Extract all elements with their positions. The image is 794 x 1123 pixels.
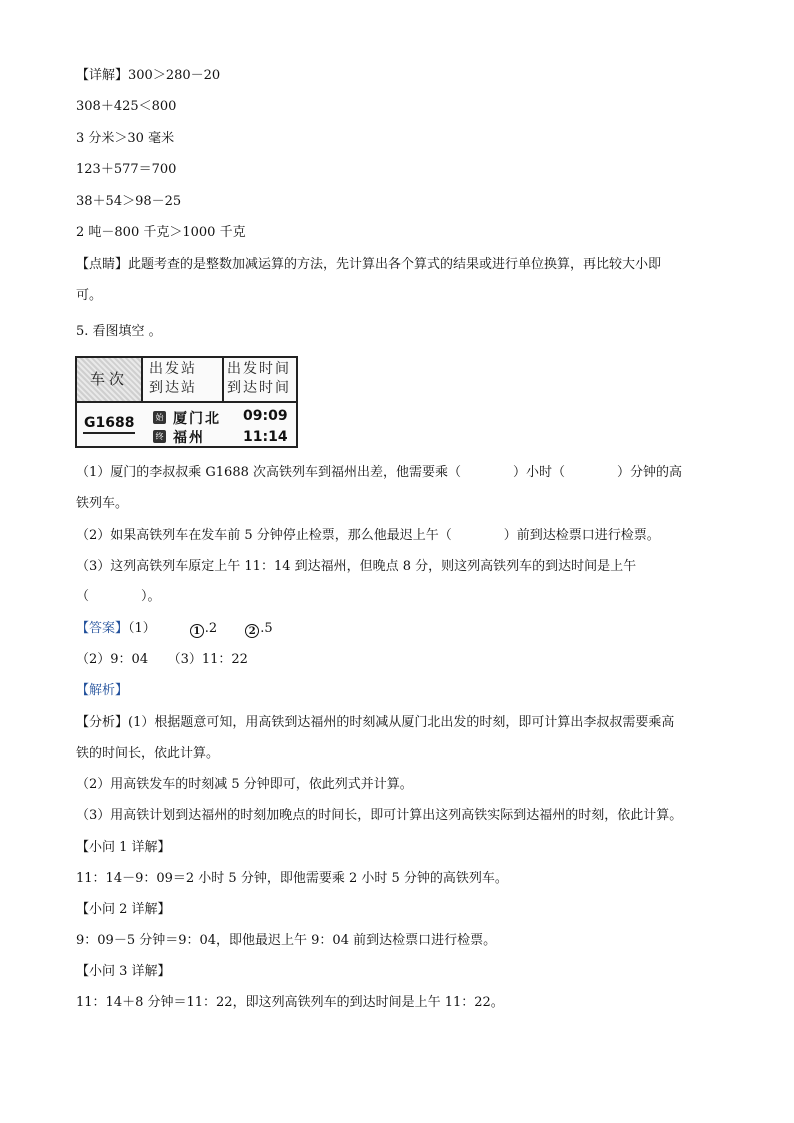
detail-line-1: [76, 68, 220, 84]
analysis-line-1: 【分析】(1）根据题意可知，用高铁到达福州的时刻减从厦门北出发的时刻，即可计算出李叔叔需要乘高: [76, 715, 675, 730]
ticket-depart-time-label: 出发时间: [227, 361, 291, 377]
question-3-line-2: （ ）。: [76, 589, 161, 604]
detail-line-4: 123＋577＝700: [76, 162, 177, 177]
ticket-arrive-station: 福州: [173, 430, 205, 446]
question-title: 5. 看图填空 。: [76, 324, 162, 339]
ticket-arrive-time-label: 到达时间: [227, 380, 291, 396]
sub-question-1-label: 【小问 1 详解】: [76, 840, 171, 855]
ticket-depart-station: 厦门北: [173, 411, 221, 427]
depart-badge-icon: 始: [153, 411, 166, 424]
detail-text: 300＞280－20: [128, 68, 221, 83]
analysis-line-4: （3）用高铁计划到达福州的时刻加晚点的时间长，即可计算出这列高铁实际到达福州的时刻，依此计算。: [76, 808, 683, 823]
sub-question-2-label: 【小问 2 详解】: [76, 902, 171, 917]
ticket-col-train: 车次: [77, 358, 143, 401]
ticket-arrive-station-label: 到达站: [149, 380, 197, 396]
question-3-line-1: （3）这列高铁列车原定上午 11：14 到达福州，但晚点 8 分，则这列高铁列车的到达时间是上午: [76, 559, 637, 574]
remark-line-1: 【点睛】此题考查的是整数加减运算的方法，先计算出各个算式的结果或进行单位换算，再比较大小即: [76, 257, 662, 272]
ticket-divider: [222, 358, 224, 401]
answer-value-2: .5: [260, 621, 273, 636]
question-1-line-1: （1）厦门的李叔叔乘 G1688 次高铁列车到福州出差，他需要乘（ ）小时（ ）分钟的高: [76, 465, 683, 480]
answer-line-2: （2）9：04 （3）11：22: [76, 652, 248, 667]
ticket-col-time: [227, 360, 291, 398]
ticket-arrive-time: 11:14: [243, 429, 288, 445]
ticket-train-number: G1688: [83, 414, 135, 434]
detail-line-3: 3 分米＞30 毫米: [76, 131, 175, 146]
analysis-label: 【解析】: [76, 683, 129, 698]
answer-value-1: .2: [204, 621, 218, 636]
sub-question-3-detail: 11：14＋8 分钟＝11：22，即这列高铁列车的到达时间是上午 11：22。: [76, 995, 504, 1010]
question-2: （2）如果高铁列车在发车前 5 分钟停止检票，那么他最迟上午（ ）前到达检票口进行检票。: [76, 528, 660, 543]
analysis-line-3: （2）用高铁发车的时刻减 5 分钟即可，依此列式并计算。: [76, 777, 413, 792]
circled-number-1: 1: [190, 624, 204, 638]
ticket-depart-station-label: 出发站: [149, 361, 197, 377]
circled-number-2: 2: [245, 624, 259, 638]
train-ticket-image: [75, 356, 298, 448]
detail-line-6: 2 吨－800 千克＞1000 千克: [76, 225, 246, 240]
question-1-line-2: 铁列车。: [76, 496, 129, 511]
remark-line-2: 可。: [76, 288, 103, 303]
answer-part-1: （1）: [128, 621, 156, 636]
answer-label: 【答案】: [76, 621, 129, 636]
sub-question-1-detail: 11：14－9：09＝2 小时 5 分钟，即他需要乘 2 小时 5 分钟的高铁列车。: [76, 871, 508, 886]
sub-question-2-detail: 9：09－5 分钟＝9：04，即他最迟上午 9：04 前到达检票口进行检票。: [76, 933, 497, 948]
sub-question-3-label: 【小问 3 详解】: [76, 964, 171, 979]
ticket-depart-time: 09:09: [243, 408, 288, 424]
detail-label: 【详解】: [76, 68, 129, 83]
analysis-line-2: 铁的时间长，依此计算。: [76, 746, 220, 761]
detail-line-2: 308＋425＜800: [76, 99, 177, 114]
answer-line-1: [76, 621, 273, 638]
ticket-col-station: [149, 360, 197, 398]
arrive-badge-icon: 终: [153, 430, 166, 443]
ticket-header: [77, 358, 296, 403]
detail-line-5: 38＋54＞98－25: [76, 194, 182, 209]
